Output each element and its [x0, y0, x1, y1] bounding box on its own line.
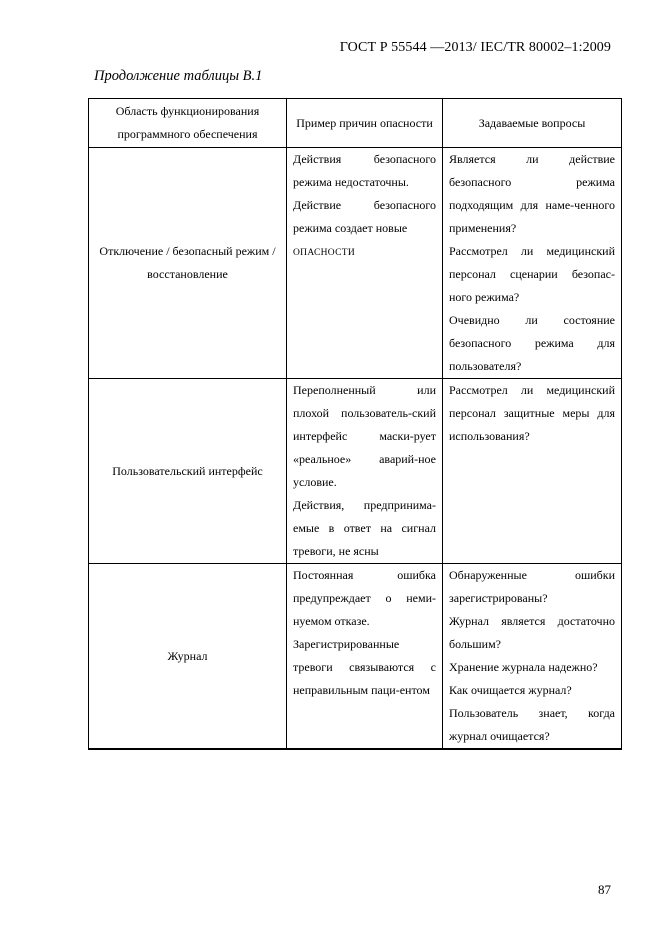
- table-row: [89, 148, 622, 379]
- question-text: Пользователь знает, когда журнал очищается?: [449, 706, 615, 743]
- table-caption: Продолжение таблицы В.1: [94, 68, 263, 84]
- cause-text: Переполненный или плохой пользователь-ский интерфейс маски-рует «реальное» аварий-ное условие.: [293, 383, 436, 489]
- question-text: Рассмотрел ли медицинский персонал защитные меры для использования?: [449, 383, 615, 443]
- questions-cell: [443, 379, 622, 564]
- standard-designation: ГОСТ Р 55544 —2013/ IEC/TR 80002–1:2009: [339, 40, 611, 55]
- cause-text: Зарегистрированные тревоги связываются с неправильным паци-ентом: [293, 637, 436, 697]
- question-text: Является ли действие безопасного режима подходящим для наме-ченного применения?: [449, 152, 615, 235]
- column-header-questions: Задаваемые вопросы: [443, 99, 622, 148]
- page-number: 87: [598, 882, 611, 897]
- area-cell: Отключение / безопасный режим / восстановление: [89, 148, 287, 379]
- causes-cell: [287, 379, 443, 564]
- hazard-table: [88, 98, 622, 750]
- cause-text-tail: ОПАСНОСТИ: [293, 248, 355, 258]
- question-text: Очевидно ли состояние безопасного режима для пользователя?: [449, 313, 615, 373]
- question-text: Как очищается журнал?: [449, 683, 572, 697]
- questions-cell: [443, 148, 622, 379]
- causes-cell: [287, 148, 443, 379]
- column-header-causes: Пример причин опасности: [287, 99, 443, 148]
- table-header-row: [89, 99, 622, 148]
- question-text: Хранение журнала надежно?: [449, 660, 598, 674]
- cause-text: [293, 194, 436, 265]
- cause-text: Действия, предпринима-емые в ответ на сигнал тревоги, не ясны: [293, 498, 436, 558]
- question-text: Журнал является достаточно большим?: [449, 614, 615, 651]
- cause-text: Действия безопасного режима недостаточны.: [293, 152, 436, 189]
- area-cell: Журнал: [89, 564, 287, 750]
- question-text: Обнаруженные ошибки зарегистрированы?: [449, 568, 615, 605]
- causes-cell: [287, 564, 443, 750]
- column-header-area: Область функционирования программного обеспечения: [89, 99, 287, 148]
- area-cell: Пользовательский интерфейс: [89, 379, 287, 564]
- question-text: Рассмотрел ли медицинский персонал сценарии безопас-ного режима?: [449, 244, 615, 304]
- questions-cell: [443, 564, 622, 750]
- cause-text-main: Действие безопасного режима создает новые: [293, 198, 436, 235]
- cause-text: Постоянная ошибка предупреждает о неми-нуемом отказе.: [293, 568, 436, 628]
- table-row: [89, 564, 622, 750]
- table-row: [89, 379, 622, 564]
